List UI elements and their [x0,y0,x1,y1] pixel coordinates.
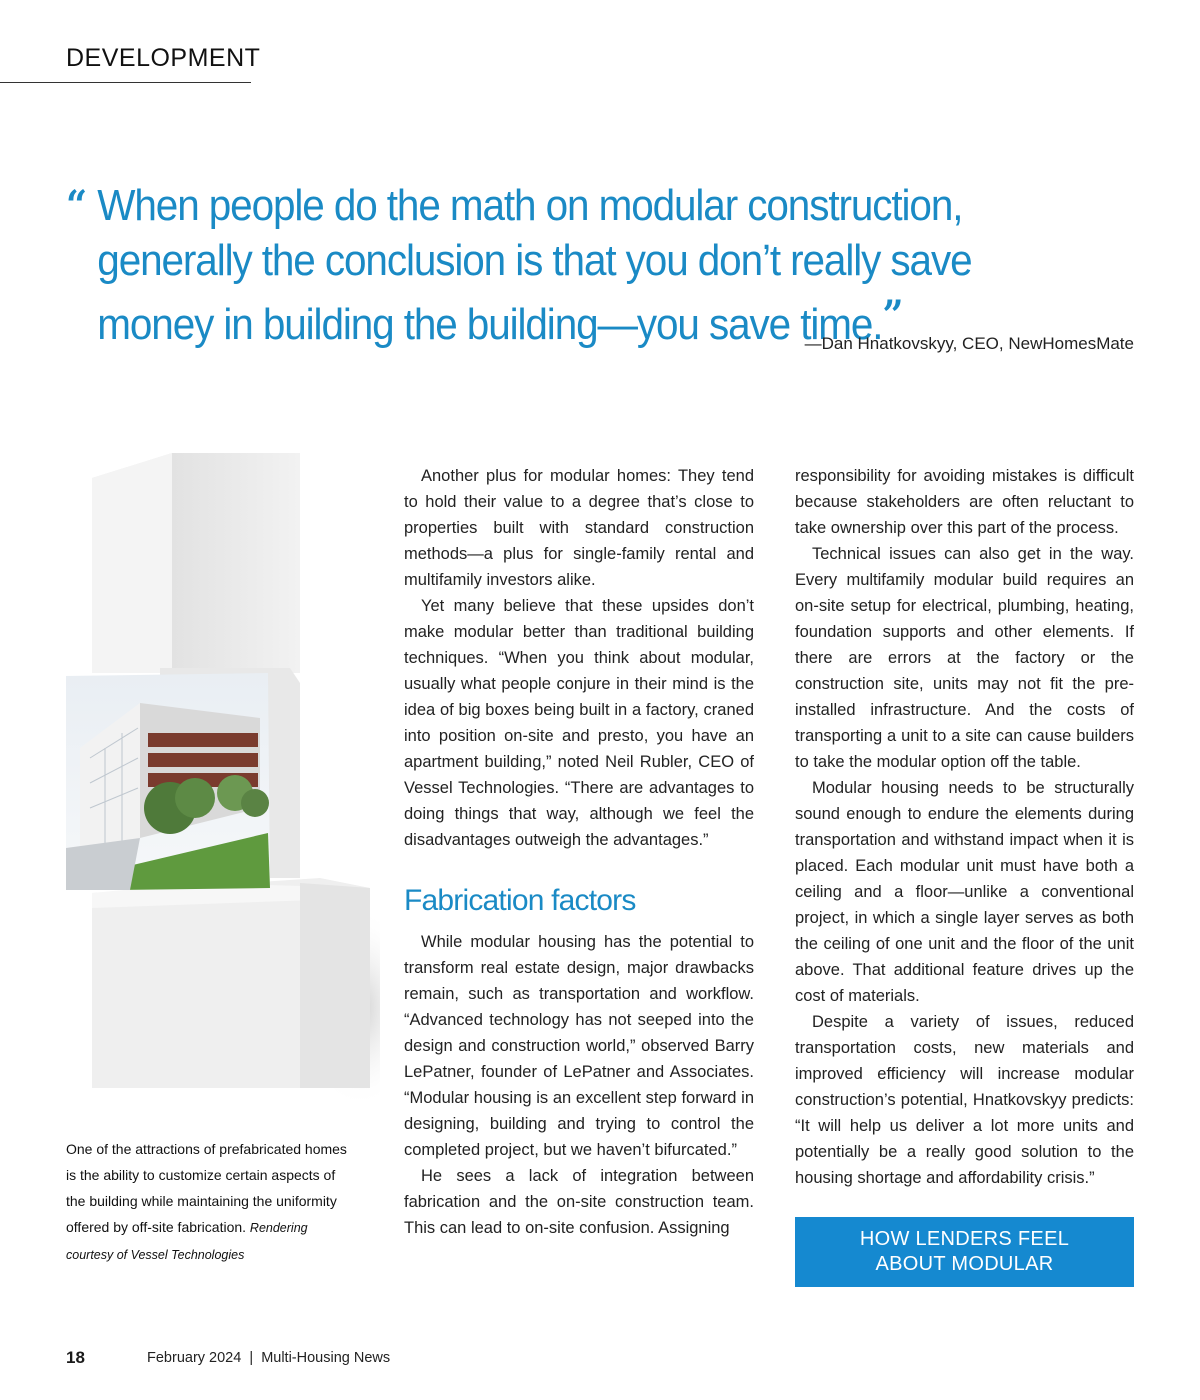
caption-credit: Rendering courtesy of Vessel Technologies [66,1221,308,1262]
paragraph: Modular housing needs to be structurally sound enough to endure the elements during transportation and withstand impact when it is placed. Each modular unit must have both a ceiling and a floor—unlike a conventional project, in which a single layer serves as both the ceiling of one unit and the floor of the unit above. That additional feature drives up the cost of materials. [795,779,1134,1005]
paragraph: responsibility for avoiding mistakes is difficult because stakeholders are often reluctant to take ownership over this part of the process. [795,467,1134,537]
paragraph: Despite a variety of issues, reduced transportation costs, new materials and improved efficiency will increase modular construction’s potential, Hnatkovskyy predicts: “It will help us deliver a lot more units and potentially be a really good solution to the housing shortage and affordability crisis.” [795,1013,1134,1187]
paragraph: Yet many believe that these upsides don’t make modular better than traditional building techniques. “When you think about modular, usually what people conjure in their mind is the idea of big boxes being built in a factory, craned into position on-site and presto, you have an apartment building,” noted Neil Rubler, CEO of Vessel Technologies. “There are advantages to doing things that way, although we feel the disadvantages outweigh the advantages.” [404,597,754,849]
pull-quote [66,178,1060,352]
caption-text: One of the attractions of prefabricated homes is the ability to customize certain aspects of the building while maintaining the uniformity offered by off-site fabrication. [66,1141,347,1235]
pull-quote-text: When people do the math on modular construction, generally the conclusion is that you don’t really save money in building the building—you save time. [97,181,972,349]
paragraph: Technical issues can also get in the way. Every multifamily modular build requires an on-site setup for electrical, plumbing, heating, foundation supports and other elements. If there are errors at the factory or the construction site, units may not fit the pre-installed infrastructure. And the costs of transporting a unit to a site can cause builders to take the modular option off the table. [795,545,1134,771]
article-column-1 [404,463,754,1241]
subheading: Fabrication factors [404,884,636,917]
paragraph: While modular housing has the potential to transform real estate design, major drawbacks remain, such as transportation and workflow. “Advanced technology has not seeped into the design and construction world,” observed Barry LePatner, founder of LePatner and Associates. “Modular housing is an excellent step forward in designing, building and trying to control the completed project, but we haven’t bifurcated.” [404,933,754,1159]
close-quote-mark: ” [882,292,903,339]
cta-line-2: ABOUT MODULAR [875,1253,1054,1275]
building-rendering [66,673,270,890]
paragraph: He sees a lack of integration between fabrication and the on-site construction team. This can lead to on-site confusion. Assigning [404,1167,754,1237]
lenders-cta-button[interactable] [795,1217,1134,1287]
cta-line-1: HOW LENDERS FEEL [859,1228,1070,1250]
footer-issue: February 2024 | Multi-Housing News [147,1350,391,1366]
open-quote-mark: “ [66,182,87,229]
modular-boxes-illustration [60,448,380,1138]
image-caption [66,1136,356,1268]
section-divider [0,82,251,83]
quote-attribution: —Dan Hnatkovskyy, CEO, NewHomesMate [804,334,1134,353]
paragraph: Another plus for modular homes: They tend to hold their value to a degree that’s close to properties built with standard construction methods—a plus for single-family rental and multifamily investors alike. [404,467,754,589]
article-column-2 [795,463,1134,1191]
page-number: 18 [66,1348,85,1367]
section-label: DEVELOPMENT [66,44,261,72]
